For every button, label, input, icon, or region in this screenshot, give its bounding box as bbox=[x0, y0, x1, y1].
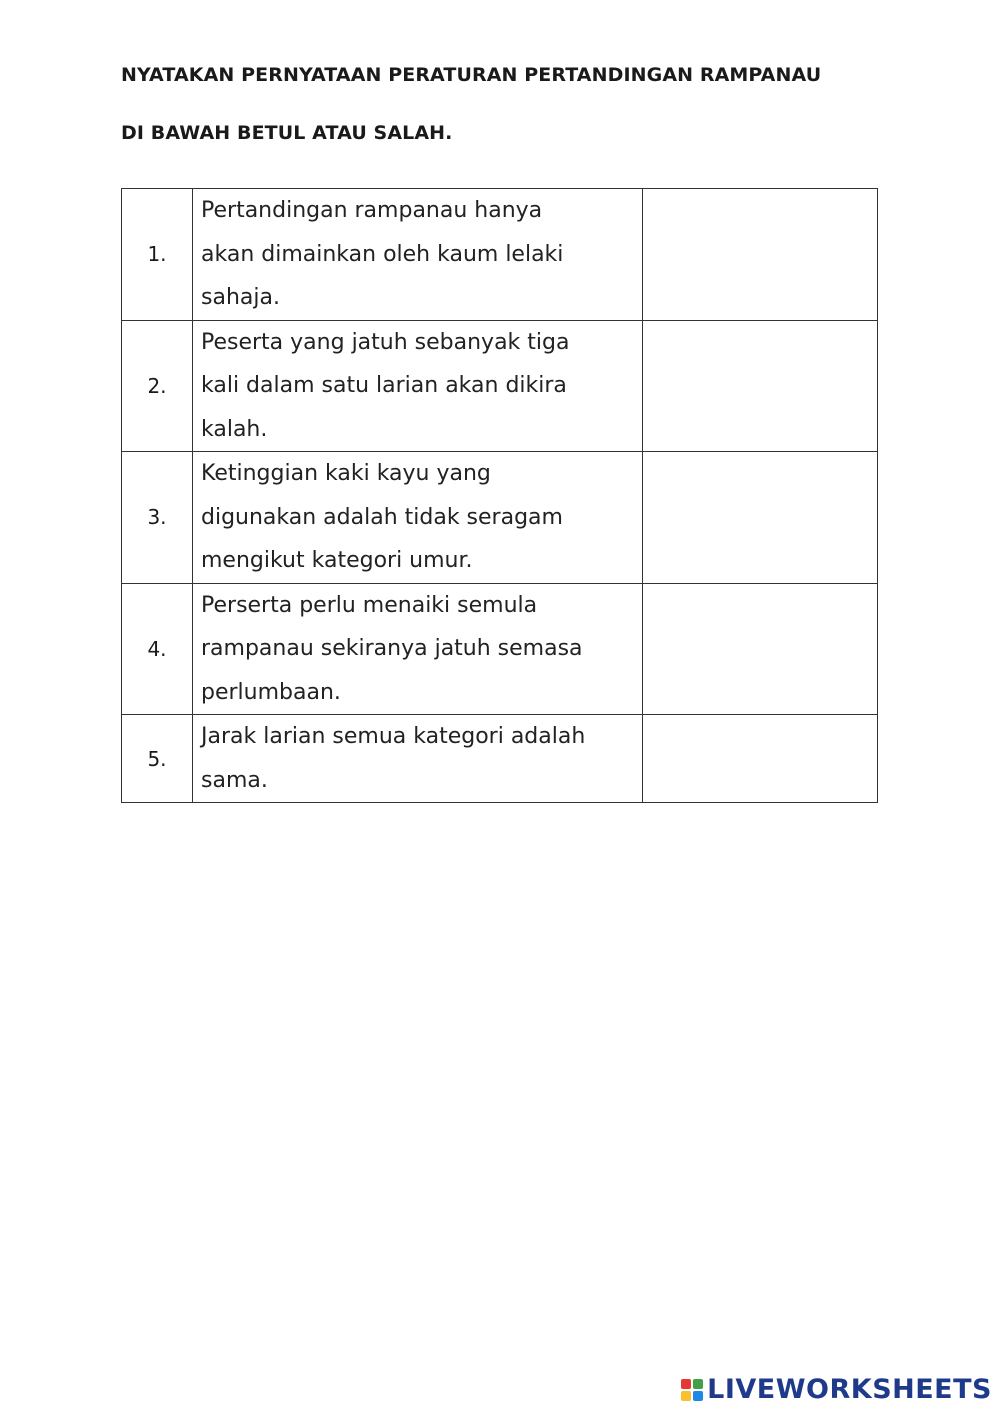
worksheet-title-line-1: NYATAKAN PERNYATAAN PERATURAN PERTANDINGAN RAMPANAU bbox=[121, 64, 822, 86]
table-row bbox=[122, 320, 878, 452]
statement-line: Jarak larian semua kategori adalah bbox=[201, 724, 586, 749]
statement-text bbox=[193, 715, 643, 803]
statement-text bbox=[193, 189, 643, 321]
logo-square-red bbox=[681, 1379, 691, 1389]
liveworksheets-logo bbox=[681, 1374, 992, 1405]
logo-square-blue bbox=[693, 1391, 703, 1401]
row-number: 3. bbox=[122, 452, 193, 584]
worksheet-title-line-2: DI BAWAH BETUL ATAU SALAH. bbox=[121, 122, 453, 144]
statement-line: sahaja. bbox=[201, 285, 280, 310]
statement-line: Perserta perlu menaiki semula bbox=[201, 592, 538, 618]
answer-box[interactable] bbox=[643, 320, 878, 452]
statement-line: kalah. bbox=[201, 416, 268, 442]
answer-box[interactable] bbox=[643, 583, 878, 715]
statement-line: digunakan adalah tidak seragam bbox=[201, 504, 563, 530]
statement-line: mengikut kategori umur. bbox=[201, 548, 473, 573]
statement-line: Pertandingan rampanau hanya bbox=[201, 198, 543, 223]
answer-box[interactable] bbox=[643, 452, 878, 584]
row-number: 4. bbox=[122, 583, 193, 715]
statement-line: Peserta yang jatuh sebanyak tiga bbox=[201, 329, 570, 355]
row-number: 2. bbox=[122, 320, 193, 452]
row-number: 5. bbox=[122, 715, 193, 803]
table-row bbox=[122, 583, 878, 715]
statement-line: sama. bbox=[201, 767, 268, 793]
statements-table bbox=[121, 188, 878, 803]
table-row bbox=[122, 715, 878, 803]
statement-text bbox=[193, 452, 643, 584]
statement-line: rampanau sekiranya jatuh semasa bbox=[201, 636, 583, 661]
statement-text bbox=[193, 320, 643, 452]
statement-line: Ketinggian kaki kayu yang bbox=[201, 461, 491, 486]
logo-square-green bbox=[693, 1379, 703, 1389]
answer-box[interactable] bbox=[643, 189, 878, 321]
statement-text bbox=[193, 583, 643, 715]
logo-square-yellow bbox=[681, 1391, 691, 1401]
statement-line: perlumbaan. bbox=[201, 679, 341, 705]
brand-name: LIVEWORKSHEETS bbox=[707, 1374, 992, 1405]
answer-box[interactable] bbox=[643, 715, 878, 803]
table-row bbox=[122, 452, 878, 584]
statement-line: kali dalam satu larian akan dikira bbox=[201, 373, 567, 398]
row-number: 1. bbox=[122, 189, 193, 321]
table-row bbox=[122, 189, 878, 321]
liveworksheets-logo-icon bbox=[681, 1379, 703, 1401]
statement-line: akan dimainkan oleh kaum lelaki bbox=[201, 241, 564, 267]
